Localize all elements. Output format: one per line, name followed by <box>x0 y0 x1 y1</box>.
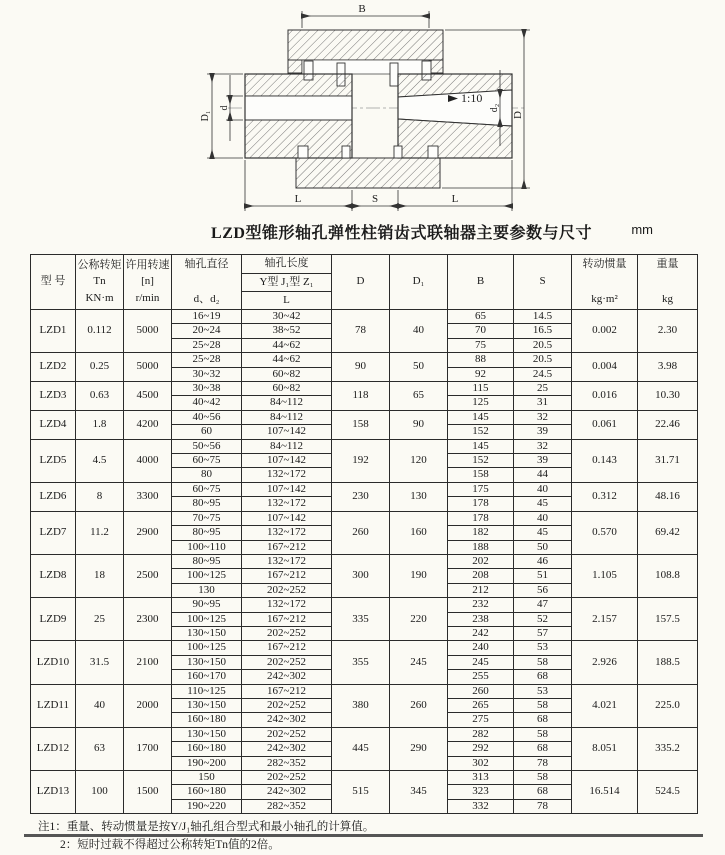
note-1: 注1：重量、转动惯量是按Y/J₁轴孔组合型式和最小轴孔的计算值。 <box>38 821 375 834</box>
cell-inertia: 0.312 <box>572 482 638 511</box>
cell-D: 380 <box>332 684 390 727</box>
cell-B: 92 <box>448 367 514 381</box>
cell-B: 145 <box>448 439 514 453</box>
cell-S: 32 <box>514 410 572 424</box>
cell-bore-diameter: 90~95 <box>172 598 242 612</box>
cell-D: 118 <box>332 382 390 411</box>
cell-B: 145 <box>448 410 514 424</box>
cell-inertia: 0.004 <box>572 353 638 382</box>
cell-D1: 190 <box>390 554 448 597</box>
header-weight <box>638 255 698 310</box>
cell-bore-diameter: 50~56 <box>172 439 242 453</box>
cell-weight: 188.5 <box>638 641 698 684</box>
cell-S: 14.5 <box>514 310 572 324</box>
cell-bore-diameter: 60 <box>172 425 242 439</box>
table-row <box>31 511 698 525</box>
cell-S: 47 <box>514 598 572 612</box>
header-speed-line3: r/min <box>135 291 160 304</box>
cell-model: LZD9 <box>31 598 76 641</box>
cell-bore-diameter: 130~150 <box>172 698 242 712</box>
cell-D: 192 <box>332 439 390 482</box>
cell-B: 152 <box>448 454 514 468</box>
cell-bore-length: 242~302 <box>242 785 332 799</box>
header-bore-diameter <box>172 255 242 310</box>
taper-label: 1:10 <box>461 91 483 105</box>
cell-D: 445 <box>332 727 390 770</box>
dim-S-label: S <box>371 193 379 205</box>
dim-D1 <box>200 74 243 158</box>
cell-bore-length: 60~82 <box>242 367 332 381</box>
cell-bore-diameter: 40~56 <box>172 410 242 424</box>
cell-weight: 31.71 <box>638 439 698 482</box>
cell-torque: 0.112 <box>76 310 124 353</box>
cell-inertia: 2.926 <box>572 641 638 684</box>
cell-inertia: 0.002 <box>572 310 638 353</box>
cell-torque: 4.5 <box>76 439 124 482</box>
cell-bore-diameter: 130 <box>172 583 242 597</box>
cell-bore-length: 107~142 <box>242 511 332 525</box>
cell-bore-diameter: 100~125 <box>172 569 242 583</box>
cell-model: LZD6 <box>31 482 76 511</box>
cell-D1: 65 <box>390 382 448 411</box>
cell-bore-diameter: 40~42 <box>172 396 242 410</box>
cell-S: 58 <box>514 655 572 669</box>
cell-speed: 2100 <box>124 641 172 684</box>
cell-B: 182 <box>448 526 514 540</box>
header-speed-line1: 许用转速 <box>125 258 170 271</box>
cell-bore-length: 202~252 <box>242 727 332 741</box>
cell-torque: 8 <box>76 482 124 511</box>
cell-B: 232 <box>448 598 514 612</box>
cell-bore-length: 167~212 <box>242 540 332 554</box>
cell-bore-length: 167~212 <box>242 569 332 583</box>
cell-D1: 40 <box>390 310 448 353</box>
cell-S: 51 <box>514 569 572 583</box>
cell-bore-diameter: 80~95 <box>172 497 242 511</box>
cell-bore-diameter: 60~75 <box>172 454 242 468</box>
cell-S: 45 <box>514 497 572 511</box>
cell-S: 39 <box>514 425 572 439</box>
cell-S: 52 <box>514 612 572 626</box>
cell-bore-diameter: 80~95 <box>172 526 242 540</box>
cell-bore-diameter: 160~180 <box>172 785 242 799</box>
cell-B: 175 <box>448 482 514 496</box>
header-torque-line1: 公称转矩 <box>77 258 122 271</box>
cell-weight: 335.2 <box>638 727 698 770</box>
cell-bore-diameter: 25~28 <box>172 353 242 367</box>
cell-B: 212 <box>448 583 514 597</box>
spec-table-body <box>31 310 698 814</box>
cell-bore-diameter: 20~24 <box>172 324 242 338</box>
cell-B: 125 <box>448 396 514 410</box>
cell-B: 178 <box>448 497 514 511</box>
cell-B: 275 <box>448 713 514 727</box>
cell-B: 115 <box>448 382 514 396</box>
dim-d-label: d <box>219 105 230 111</box>
table-row <box>31 598 698 612</box>
header-bore-length-types: Y型 J₁型 Z₁ <box>242 274 332 292</box>
cell-bore-diameter: 130~150 <box>172 626 242 640</box>
cell-bore-length: 44~62 <box>242 353 332 367</box>
cell-weight: 225.0 <box>638 684 698 727</box>
bottom-rule <box>24 834 703 837</box>
cell-inertia: 4.021 <box>572 684 638 727</box>
cell-model: LZD2 <box>31 353 76 382</box>
cell-S: 50 <box>514 540 572 554</box>
cell-S: 57 <box>514 626 572 640</box>
cell-bore-diameter: 80~95 <box>172 554 242 568</box>
cell-bore-diameter: 100~125 <box>172 641 242 655</box>
cell-torque: 0.25 <box>76 353 124 382</box>
cell-torque: 1.8 <box>76 410 124 439</box>
cell-D: 78 <box>332 310 390 353</box>
cell-S: 40 <box>514 482 572 496</box>
cell-D: 90 <box>332 353 390 382</box>
cell-B: 245 <box>448 655 514 669</box>
header-speed-line2: [n] <box>141 275 154 288</box>
cell-bore-diameter: 160~170 <box>172 670 242 684</box>
cell-weight: 108.8 <box>638 554 698 597</box>
cell-bore-diameter: 16~19 <box>172 310 242 324</box>
cell-model: LZD5 <box>31 439 76 482</box>
cell-bore-diameter: 30~32 <box>172 367 242 381</box>
cell-S: 44 <box>514 468 572 482</box>
title-row <box>0 220 725 250</box>
header-inertia-title: 转动惯量 <box>582 258 627 270</box>
table-row <box>31 310 698 324</box>
dim-D1-label: D₁ <box>200 110 211 122</box>
cell-bore-diameter: 150 <box>172 771 242 785</box>
cell-bore-length: 132~172 <box>242 526 332 540</box>
cell-B: 158 <box>448 468 514 482</box>
page-title: LZD型锥形轴孔弹性柱销齿式联轴器主要参数与尺寸 <box>211 225 592 242</box>
cell-speed: 4000 <box>124 439 172 482</box>
cell-S: 25 <box>514 382 572 396</box>
cell-bore-diameter: 100~110 <box>172 540 242 554</box>
cell-model: LZD13 <box>31 771 76 814</box>
table-row <box>31 641 698 655</box>
cell-B: 178 <box>448 511 514 525</box>
cell-bore-length: 84~112 <box>242 439 332 453</box>
cell-B: 75 <box>448 338 514 352</box>
cell-B: 260 <box>448 684 514 698</box>
cell-S: 20.5 <box>514 353 572 367</box>
cell-B: 292 <box>448 742 514 756</box>
cell-model: LZD10 <box>31 641 76 684</box>
cell-D1: 260 <box>390 684 448 727</box>
cell-S: 58 <box>514 727 572 741</box>
cell-B: 188 <box>448 540 514 554</box>
cell-bore-length: 84~112 <box>242 396 332 410</box>
cell-bore-diameter: 25~28 <box>172 338 242 352</box>
cell-B: 202 <box>448 554 514 568</box>
spec-table-header <box>31 255 698 310</box>
cell-D1: 130 <box>390 482 448 511</box>
cell-torque: 18 <box>76 554 124 597</box>
cell-bore-diameter: 60~75 <box>172 482 242 496</box>
dim-L-right-label: L <box>451 193 459 205</box>
spec-table <box>30 254 698 814</box>
cell-B: 88 <box>448 353 514 367</box>
cell-B: 265 <box>448 698 514 712</box>
table-row <box>31 684 698 698</box>
cell-inertia: 1.105 <box>572 554 638 597</box>
cell-model: LZD8 <box>31 554 76 597</box>
cell-B: 313 <box>448 771 514 785</box>
cell-B: 323 <box>448 785 514 799</box>
dim-D-label: D <box>512 111 524 119</box>
cell-bore-diameter: 70~75 <box>172 511 242 525</box>
cell-bore-length: 242~302 <box>242 742 332 756</box>
cell-inertia: 8.051 <box>572 727 638 770</box>
cell-B: 238 <box>448 612 514 626</box>
cell-bore-length: 282~352 <box>242 799 332 813</box>
cell-bore-length: 132~172 <box>242 497 332 511</box>
cell-S: 53 <box>514 641 572 655</box>
cell-torque: 40 <box>76 684 124 727</box>
cell-speed: 4500 <box>124 382 172 411</box>
cell-bore-length: 84~112 <box>242 410 332 424</box>
cell-D: 158 <box>332 410 390 439</box>
cell-weight: 2.30 <box>638 310 698 353</box>
cell-S: 58 <box>514 771 572 785</box>
cell-S: 78 <box>514 799 572 813</box>
cell-bore-length: 132~172 <box>242 598 332 612</box>
header-weight-title: 重量 <box>656 258 679 270</box>
cell-S: 46 <box>514 554 572 568</box>
cell-bore-length: 167~212 <box>242 612 332 626</box>
left-hub <box>245 74 352 158</box>
cell-bore-length: 167~212 <box>242 684 332 698</box>
cell-bore-length: 282~352 <box>242 756 332 770</box>
cell-S: 32 <box>514 439 572 453</box>
table-row <box>31 771 698 785</box>
cell-B: 302 <box>448 756 514 770</box>
cell-inertia: 0.061 <box>572 410 638 439</box>
header-inertia <box>572 255 638 310</box>
cell-bore-length: 107~142 <box>242 454 332 468</box>
dim-B <box>302 3 429 28</box>
cell-speed: 1500 <box>124 771 172 814</box>
cell-speed: 2900 <box>124 511 172 554</box>
table-row <box>31 353 698 367</box>
cell-D1: 120 <box>390 439 448 482</box>
cell-weight: 3.98 <box>638 353 698 382</box>
cell-bore-length: 202~252 <box>242 771 332 785</box>
cell-bore-diameter: 130~150 <box>172 727 242 741</box>
cell-torque: 31.5 <box>76 641 124 684</box>
cell-bore-length: 167~212 <box>242 641 332 655</box>
right-hub <box>398 74 512 158</box>
cell-bore-length: 242~302 <box>242 670 332 684</box>
table-row <box>31 727 698 741</box>
cell-inertia: 16.514 <box>572 771 638 814</box>
cell-model: LZD4 <box>31 410 76 439</box>
cell-S: 20.5 <box>514 338 572 352</box>
cell-bore-length: 38~52 <box>242 324 332 338</box>
cell-S: 53 <box>514 684 572 698</box>
cell-B: 255 <box>448 670 514 684</box>
cell-inertia: 0.016 <box>572 382 638 411</box>
cell-speed: 3300 <box>124 482 172 511</box>
header-bore-diameter-title: 轴孔直径 <box>184 258 229 270</box>
header-S: S <box>514 255 572 310</box>
cell-torque: 100 <box>76 771 124 814</box>
cell-S: 68 <box>514 670 572 684</box>
cell-inertia: 0.570 <box>572 511 638 554</box>
coupling-drawing-svg <box>0 0 725 220</box>
cell-bore-length: 202~252 <box>242 655 332 669</box>
cell-S: 40 <box>514 511 572 525</box>
header-model: 型 号 <box>31 255 76 310</box>
cell-torque: 0.63 <box>76 382 124 411</box>
cell-torque: 63 <box>76 727 124 770</box>
header-torque <box>76 255 124 310</box>
cell-bore-diameter: 80 <box>172 468 242 482</box>
dim-d2-label: d₂ <box>489 103 500 113</box>
cell-S: 45 <box>514 526 572 540</box>
header-D1: D₁ <box>390 255 448 310</box>
cell-D: 230 <box>332 482 390 511</box>
cell-speed: 2300 <box>124 598 172 641</box>
header-weight-unit: kg <box>662 292 673 305</box>
cell-bore-diameter: 100~125 <box>172 612 242 626</box>
cell-torque: 25 <box>76 598 124 641</box>
cell-model: LZD7 <box>31 511 76 554</box>
cell-D: 300 <box>332 554 390 597</box>
cell-B: 240 <box>448 641 514 655</box>
cell-B: 65 <box>448 310 514 324</box>
cell-bore-diameter: 110~125 <box>172 684 242 698</box>
cell-bore-diameter: 190~220 <box>172 799 242 813</box>
dim-L-left-label: L <box>294 193 302 205</box>
cell-S: 31 <box>514 396 572 410</box>
cell-inertia: 2.157 <box>572 598 638 641</box>
cell-bore-length: 107~142 <box>242 482 332 496</box>
cell-B: 152 <box>448 425 514 439</box>
cell-torque: 11.2 <box>76 511 124 554</box>
cell-D1: 345 <box>390 771 448 814</box>
cell-weight: 10.30 <box>638 382 698 411</box>
header-speed <box>124 255 172 310</box>
cell-bore-length: 44~62 <box>242 338 332 352</box>
cell-D: 355 <box>332 641 390 684</box>
cell-D: 260 <box>332 511 390 554</box>
table-row <box>31 439 698 453</box>
cell-S: 56 <box>514 583 572 597</box>
cell-D1: 90 <box>390 410 448 439</box>
cell-S: 68 <box>514 785 572 799</box>
cell-bore-length: 202~252 <box>242 698 332 712</box>
cell-bore-diameter: 160~180 <box>172 742 242 756</box>
cell-D1: 220 <box>390 598 448 641</box>
cell-bore-length: 202~252 <box>242 626 332 640</box>
cell-speed: 2500 <box>124 554 172 597</box>
cell-speed: 2000 <box>124 684 172 727</box>
cell-bore-length: 132~172 <box>242 554 332 568</box>
cell-D: 335 <box>332 598 390 641</box>
cell-S: 39 <box>514 454 572 468</box>
cell-weight: 22.46 <box>638 410 698 439</box>
cell-weight: 157.5 <box>638 598 698 641</box>
cell-B: 282 <box>448 727 514 741</box>
table-row <box>31 382 698 396</box>
cell-model: LZD12 <box>31 727 76 770</box>
cell-D1: 160 <box>390 511 448 554</box>
cell-B: 242 <box>448 626 514 640</box>
cell-speed: 5000 <box>124 310 172 353</box>
cell-bore-length: 107~142 <box>242 425 332 439</box>
header-B: B <box>448 255 514 310</box>
cell-bore-length: 242~302 <box>242 713 332 727</box>
cell-speed: 5000 <box>124 353 172 382</box>
cell-S: 16.5 <box>514 324 572 338</box>
cell-S: 68 <box>514 742 572 756</box>
cell-S: 58 <box>514 698 572 712</box>
header-D: D <box>332 255 390 310</box>
cell-B: 70 <box>448 324 514 338</box>
header-bore-length: 轴孔长度 <box>242 255 332 274</box>
cell-weight: 48.16 <box>638 482 698 511</box>
note-2: 2：短时过载不得超过公称转矩Tn值的2倍。 <box>60 839 280 852</box>
cell-bore-length: 132~172 <box>242 468 332 482</box>
cell-model: LZD11 <box>31 684 76 727</box>
cell-bore-diameter: 160~180 <box>172 713 242 727</box>
cell-bore-diameter: 190~200 <box>172 756 242 770</box>
cell-bore-diameter: 30~38 <box>172 382 242 396</box>
cell-B: 332 <box>448 799 514 813</box>
cell-D1: 50 <box>390 353 448 382</box>
table-row <box>31 410 698 424</box>
cell-inertia: 0.143 <box>572 439 638 482</box>
notes <box>38 819 725 855</box>
cell-model: LZD3 <box>31 382 76 411</box>
header-inertia-unit: kg·m² <box>591 292 618 305</box>
cell-bore-length: 30~42 <box>242 310 332 324</box>
cell-B: 208 <box>448 569 514 583</box>
cell-bore-diameter: 130~150 <box>172 655 242 669</box>
cell-model: LZD1 <box>31 310 76 353</box>
dim-B-label: B <box>358 3 366 15</box>
cell-D1: 245 <box>390 641 448 684</box>
header-torque-line3: KN·m <box>85 291 114 304</box>
unit-label: mm <box>631 222 653 237</box>
cell-bore-length: 202~252 <box>242 583 332 597</box>
cell-D1: 290 <box>390 727 448 770</box>
coupling-section-drawing <box>0 0 725 220</box>
cell-S: 78 <box>514 756 572 770</box>
cell-S: 68 <box>514 713 572 727</box>
cell-S: 24.5 <box>514 367 572 381</box>
cell-speed: 1700 <box>124 727 172 770</box>
cell-D: 515 <box>332 771 390 814</box>
header-torque-line2: Tn <box>93 275 106 288</box>
header-bore-length-L: L <box>242 292 332 310</box>
cell-weight: 524.5 <box>638 771 698 814</box>
cell-bore-length: 60~82 <box>242 382 332 396</box>
cell-speed: 4200 <box>124 410 172 439</box>
table-row <box>31 482 698 496</box>
cell-weight: 69.42 <box>638 511 698 554</box>
table-row <box>31 554 698 568</box>
header-bore-diameter-symbols: d、d₂ <box>193 292 220 305</box>
